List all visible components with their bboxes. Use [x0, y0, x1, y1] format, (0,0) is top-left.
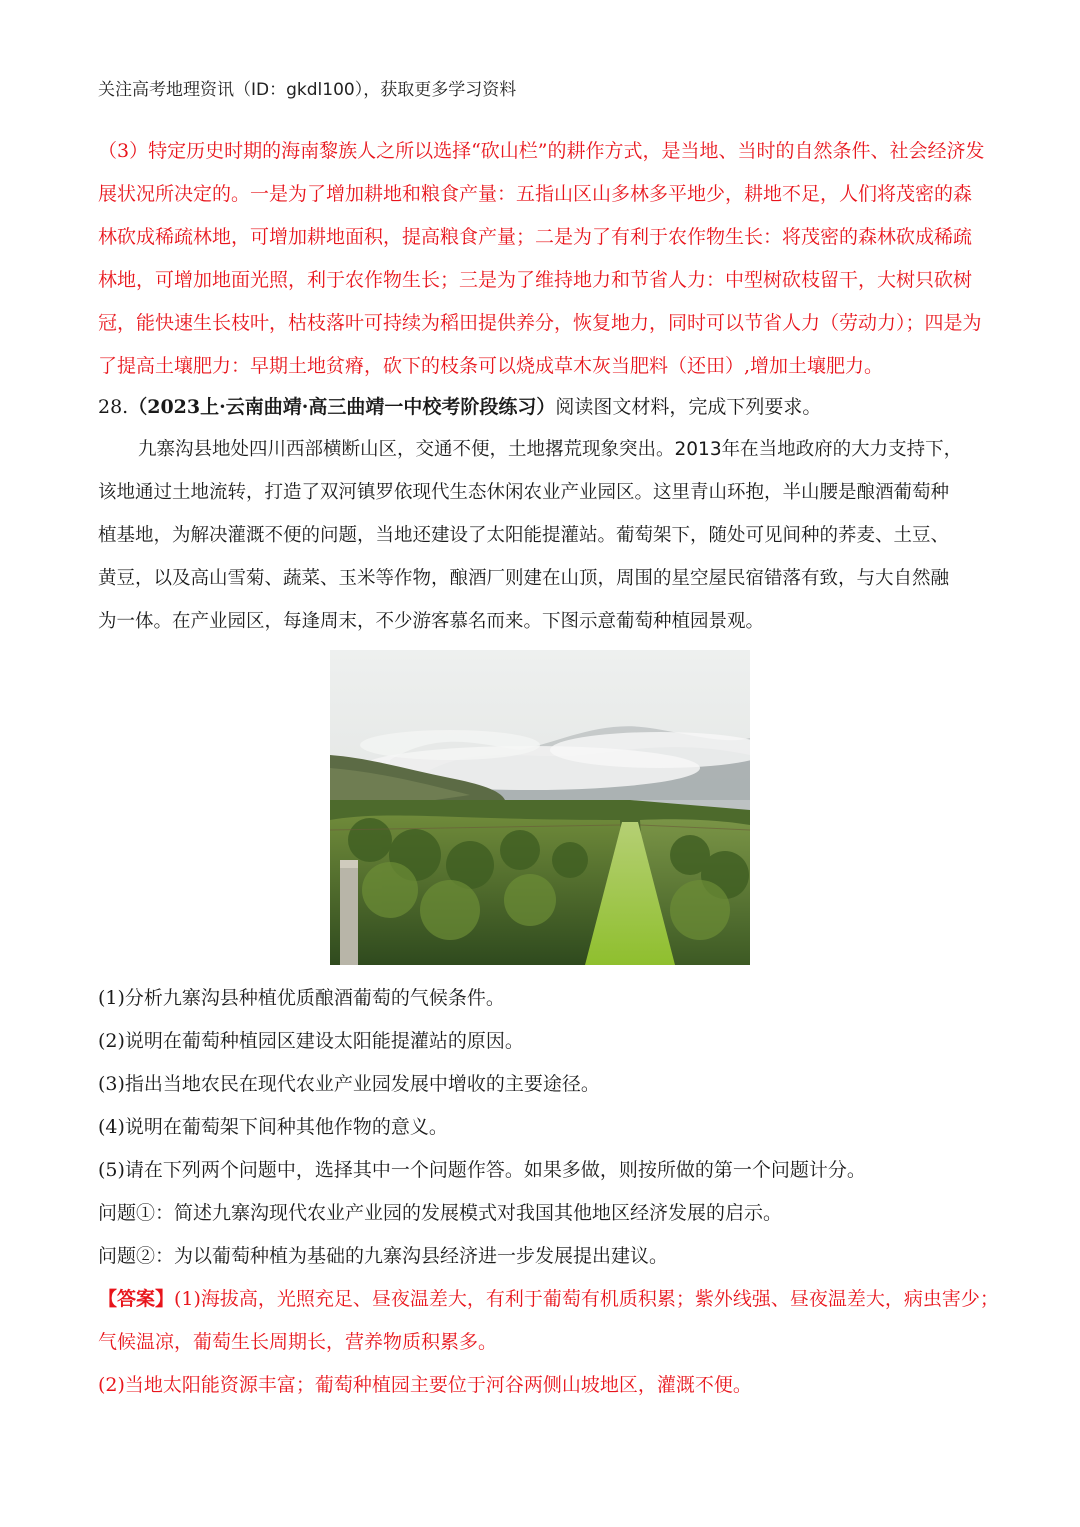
material-line: 黄豆，以及高山雪菊、蔬菜、玉米等作物，酿酒厂则建在山顶，周围的星空屋民宿错落有致，与大自然融 [98, 568, 950, 589]
question-item: (1)分析九寨沟县种植优质酿酒葡萄的气候条件。 [98, 987, 505, 1009]
question-source: （2023上·云南曲靖·高三曲靖一中校考阶段练习） [128, 396, 556, 418]
question-item: (2)说明在葡萄种植园区建设太阳能提灌站的原因。 [98, 1030, 524, 1052]
material-line: 为一体。在产业园区，每逢周末，不少游客慕名而来。下图示意葡萄种植园景观。 [98, 611, 765, 632]
answer-line: 气候温凉，葡萄生长周期长，营养物质积累多。 [98, 1331, 498, 1353]
answer-text: (1)海拔高，光照充足、昼夜温差大，有利于葡萄有机质积累；紫外线强、昼夜温差大，病虫害少； [174, 1288, 999, 1310]
vineyard-photo [330, 650, 750, 965]
question-item: 问题①：简述九寨沟现代农业产业园的发展模式对我国其他地区经济发展的启示。 [98, 1202, 783, 1224]
page-header: 关注高考地理资讯（ID：gkdl100），获取更多学习资料 [98, 80, 517, 100]
material-line: 植基地，为解决灌溉不便的问题，当地还建设了太阳能提灌站。葡萄架下，随处可见间种的荞麦、土豆、 [98, 525, 950, 546]
answer-line: (2)当地太阳能资源丰富；葡萄种植园主要位于河谷两侧山坡地区，灌溉不便。 [98, 1374, 752, 1396]
question-item: 问题②：为以葡萄种植为基础的九寨沟县经济进一步发展提出建议。 [98, 1245, 669, 1267]
question-number: 28. [98, 396, 129, 418]
answer-3-line: 林地，可增加地面光照，利于农作物生长；三是为了维持地力和节省人力：中型树砍枝留干，大树只砍树 [98, 269, 973, 291]
material-line: 九寨沟县地处四川西部横断山区，交通不便，土地撂荒现象突出。2013年在当地政府的大力支持下， [138, 439, 963, 460]
answer-3-line: 林砍成稀疏林地，可增加耕地面积，提高粮食产量；二是为了有利于农作物生长：将茂密的森林砍成稀疏 [98, 226, 973, 248]
material-line: 该地通过土地流转，打造了双河镇罗依现代生态休闲农业产业园区。这里青山环抱，半山腰是酿酒葡萄种 [98, 482, 950, 503]
answer-tag: 【答案】 [98, 1288, 175, 1310]
question-28-heading [98, 395, 982, 419]
answer-3-line: （3）特定历史时期的海南黎族人之所以选择“砍山栏”的耕作方式，是当地、当时的自然条件、社会经济发 [98, 140, 985, 162]
question-item: (4)说明在葡萄架下间种其他作物的意义。 [98, 1116, 448, 1138]
answer-3-line: 冠，能快速生长枝叶，枯枝落叶可持续为稻田提供养分，恢复地力，同时可以节省人力（劳动力）；四是为 [98, 312, 982, 334]
answer-3-line: 了提高土壤肥力：早期土地贫瘠，砍下的枝条可以烧成草木灰当肥料（还田）,增加土壤肥力。 [98, 355, 884, 377]
question-item: (3)指出当地农民在现代农业产业园发展中增收的主要途径。 [98, 1073, 600, 1095]
question-item: (5)请在下列两个问题中，选择其中一个问题作答。如果多做，则按所做的第一个问题计分。 [98, 1159, 866, 1181]
answer-3-line: 展状况所决定的。一是为了增加耕地和粮食产量：五指山区山多林多平地少，耕地不足，人们将茂密的森 [98, 183, 973, 205]
question-instruction: 阅读图文材料，完成下列要求。 [555, 396, 822, 418]
answer-line [98, 1287, 999, 1311]
